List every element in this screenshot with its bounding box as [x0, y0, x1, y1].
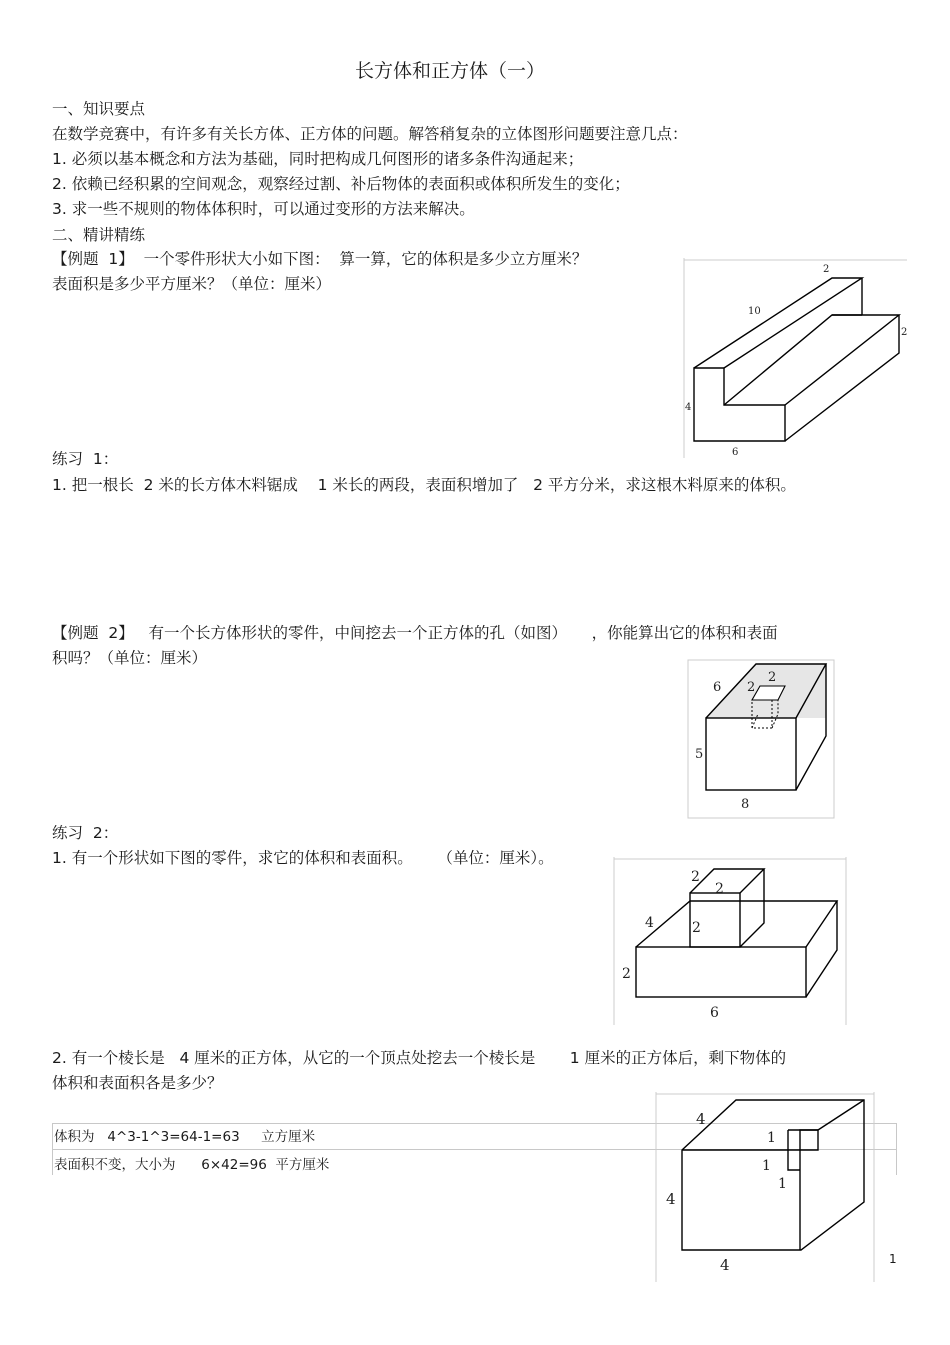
- point-3: 3. 求一些不规则的物体体积时，可以通过变形的方法来解决。: [52, 200, 475, 218]
- section-heading-knowledge: 一、知识要点: [52, 100, 146, 118]
- page-number: 1: [889, 1252, 897, 1266]
- intro-paragraph: 在数学竞赛中，有许多有关长方体、正方体的问题。解答稍复杂的立体图形问题要注意几点：: [52, 125, 688, 143]
- example2-line1: 【例题 2】 有一个长方体形状的零件，中间挖去一个正方体的孔（如图） ，你能算出它的体积和表面: [52, 624, 778, 642]
- point-2: 2. 依赖已经积累的空间观念，观察经过割、补后物体的表面积或体积所发生的变化；: [52, 175, 630, 193]
- fig2-label-hole-top: 2: [768, 670, 777, 685]
- fig2-label-height: 5: [695, 747, 704, 762]
- fig4-label-notch-c: 1: [778, 1176, 787, 1192]
- practice2-figure1: [612, 857, 848, 1027]
- fig2-label-depth: 6: [713, 680, 722, 695]
- answer-rule-left: [52, 1123, 53, 1175]
- fig4-label-notch-a: 1: [767, 1130, 776, 1146]
- practice2-figure2: [654, 1092, 876, 1282]
- answer-rule-right: [896, 1123, 897, 1175]
- fig3-label-base-width: 6: [710, 1005, 719, 1021]
- fig4-label-width: 4: [720, 1256, 730, 1274]
- example1-line2: 表面积是多少平方厘米？（单位：厘米）: [52, 275, 332, 293]
- fig1-label-height: 4: [685, 402, 692, 413]
- page-title: 长方体和正方体（一）: [355, 60, 546, 82]
- practice2-question2-line2: 体积和表面积各是多少？: [52, 1074, 223, 1092]
- example2-line2: 积吗？（单位：厘米）: [52, 649, 208, 667]
- fig1-label-length: 10: [748, 306, 761, 317]
- fig1-label-right: 2: [901, 327, 908, 338]
- fig3-label-cube-top-right: 2: [715, 881, 724, 897]
- fig1-label-top: 2: [823, 264, 830, 275]
- example1-line1: 【例题 1】 一个零件形状大小如下图： 算一算，它的体积是多少立方厘米？: [52, 250, 588, 268]
- fig2-label-width: 8: [741, 797, 750, 812]
- fig3-label-base-depth: 4: [645, 915, 654, 931]
- point-1: 1. 必须以基本概念和方法为基础，同时把构成几何图形的诸多条件沟通起来；: [52, 150, 584, 168]
- fig4-label-notch-b: 1: [762, 1158, 771, 1174]
- practice2-heading: 练习 2：: [52, 824, 119, 842]
- fig3-label-cube-front: 2: [692, 920, 701, 936]
- fig1-label-bottom: 6: [732, 447, 739, 458]
- section-heading-practice: 二、精讲精练: [52, 226, 146, 244]
- example1-figure: [682, 258, 912, 458]
- fig2-label-hole-side: 2: [747, 680, 756, 695]
- practice2-question2-line1: 2. 有一个棱长是 4 厘米的正方体，从它的一个顶点处挖去一个棱长是 1 厘米的正方体后，剩下物体的: [52, 1049, 787, 1067]
- example2-figure: [686, 658, 836, 820]
- fig3-label-base-height: 2: [622, 966, 631, 982]
- practice2-question1: 1. 有一个形状如下图的零件，求它的体积和表面积。 （单位：厘米）。: [52, 849, 554, 867]
- fig3-label-cube-top-left: 2: [691, 869, 700, 885]
- answer-volume: 体积为 4^3-1^3=64-1=63 立方厘米: [54, 1129, 316, 1145]
- fig4-label-height: 4: [666, 1190, 676, 1208]
- answer-surface-area: 表面积不变，大小为 6×42=96 平方厘米: [54, 1157, 330, 1173]
- practice1-heading: 练习 1：: [52, 450, 119, 468]
- fig4-label-top: 4: [696, 1110, 706, 1128]
- practice1-question1: 1. 把一根长 2 米的长方体木料锯成 1 米长的两段，表面积增加了 2 平方分米，求这根木料原来的体积。: [52, 476, 796, 494]
